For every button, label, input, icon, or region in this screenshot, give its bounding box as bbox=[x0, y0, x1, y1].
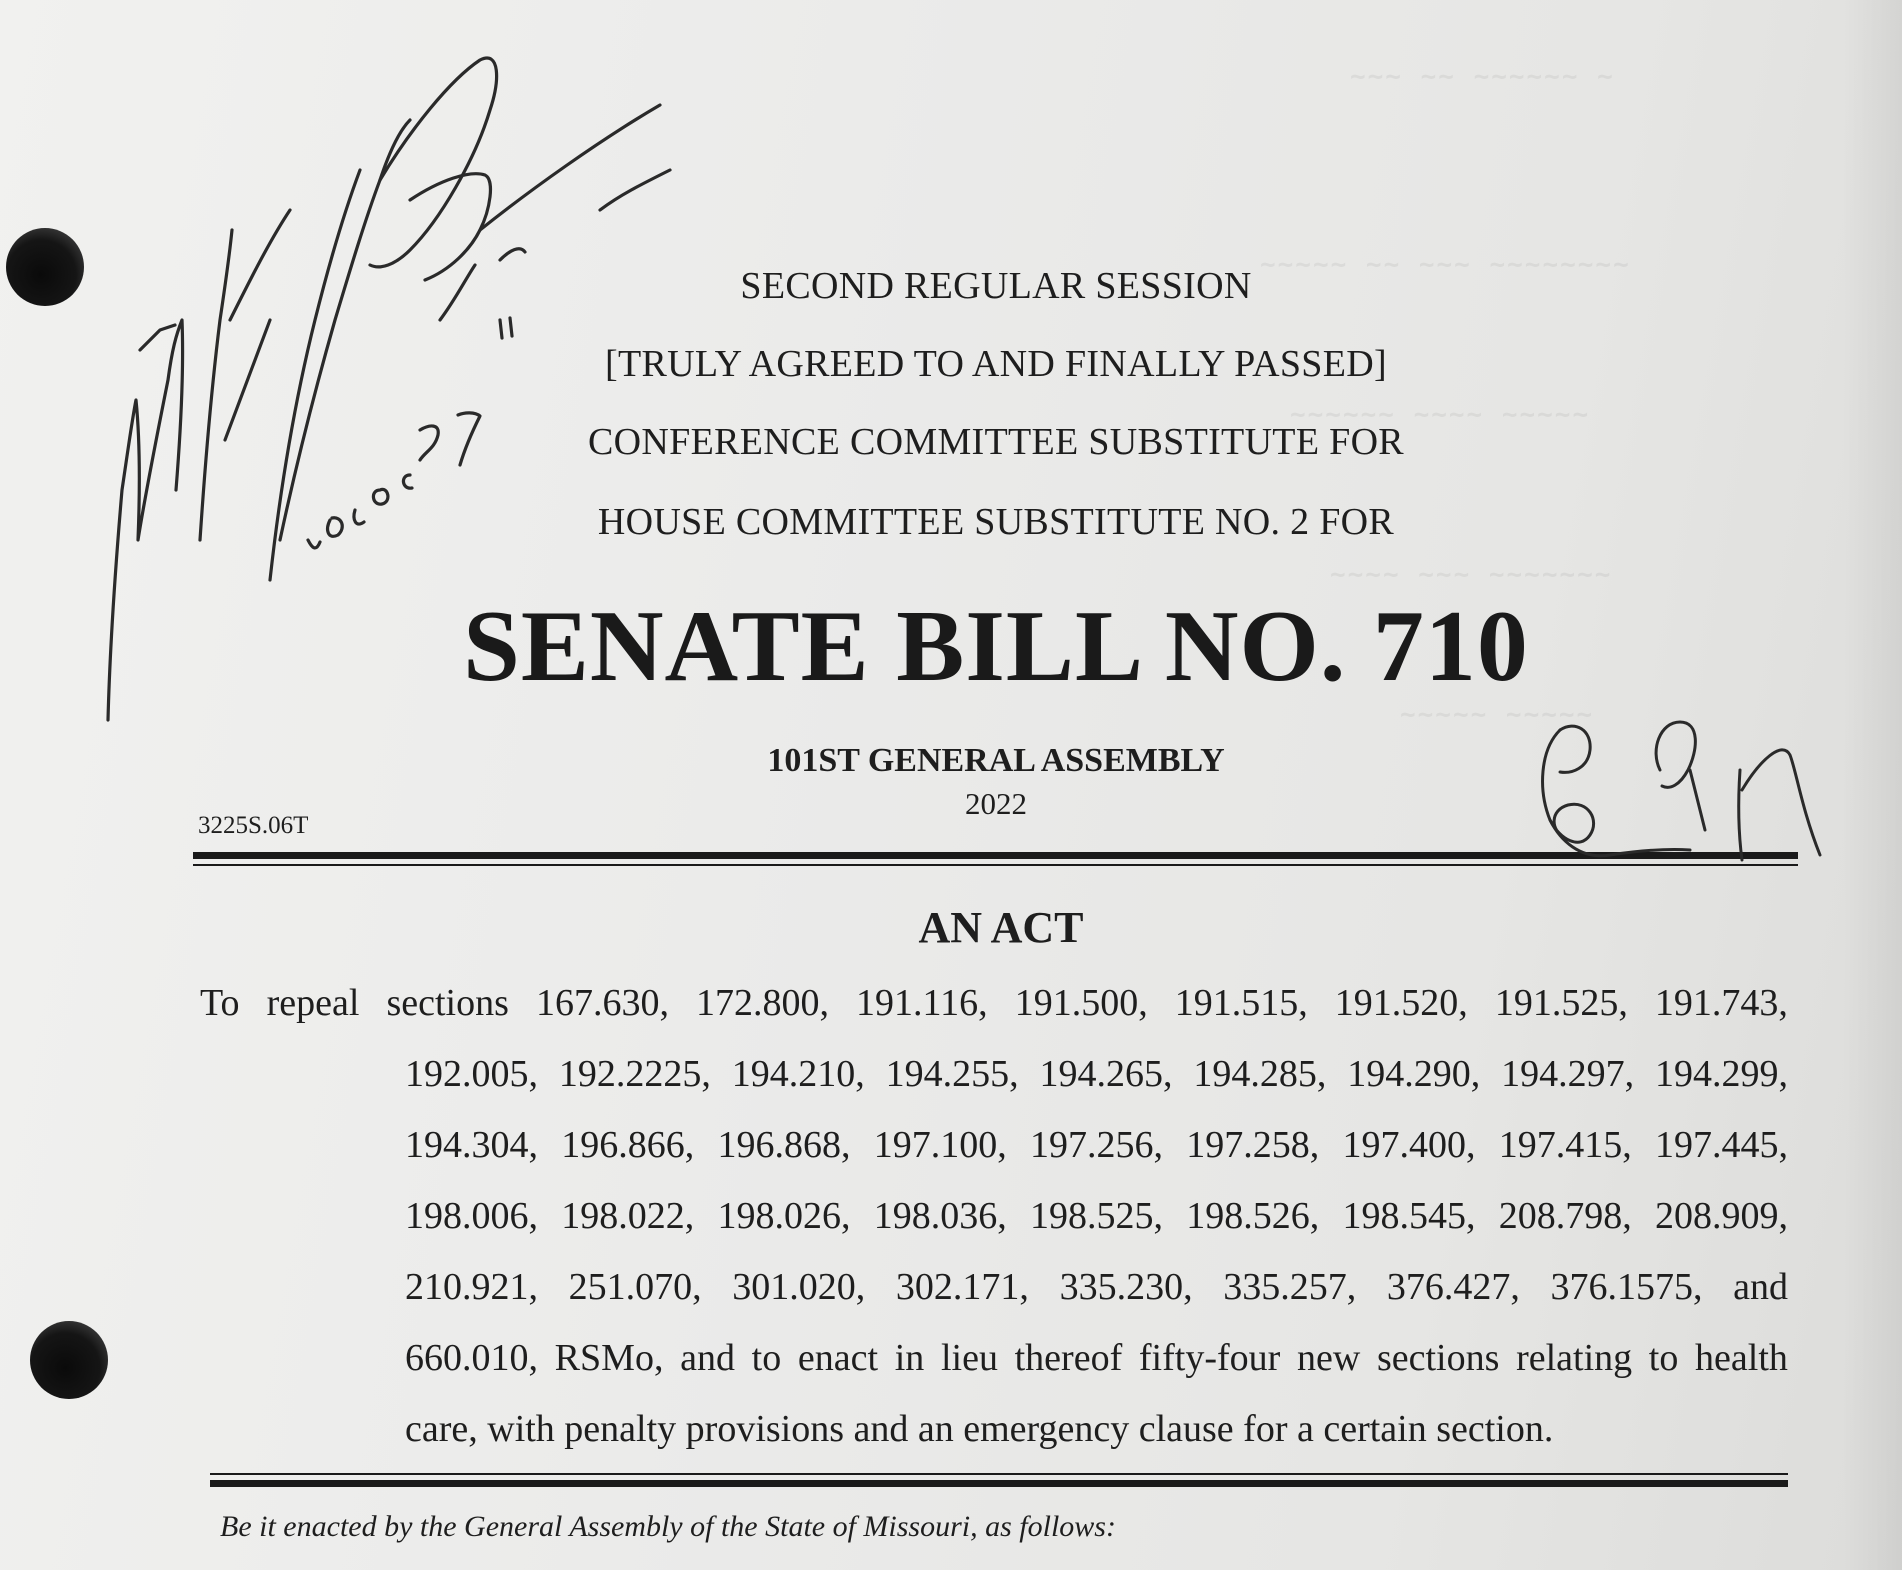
act-body bbox=[200, 968, 1788, 1465]
act-word: lieu bbox=[940, 1337, 998, 1379]
act-word: 194.290, bbox=[1347, 1053, 1481, 1095]
bleed-through-text: ~~~~ ~~~ ~~~~~~~ bbox=[1330, 560, 1613, 590]
act-word: 191.520, bbox=[1334, 982, 1468, 1024]
bleed-through-text: ~~~~~ ~~~~~ bbox=[1400, 700, 1595, 730]
act-word: 198.006, bbox=[405, 1195, 538, 1237]
act-word: 194.210, bbox=[731, 1053, 865, 1095]
act-word: sections bbox=[1376, 1337, 1500, 1379]
governor-signature bbox=[80, 20, 700, 740]
act-word: 197.256, bbox=[1030, 1124, 1163, 1166]
act-word: 198.525, bbox=[1030, 1195, 1163, 1237]
session-year: 2022 bbox=[965, 786, 1027, 821]
act-word: 198.026, bbox=[717, 1195, 851, 1237]
act-word: 194.304, bbox=[405, 1124, 538, 1166]
substitute-line-2: HOUSE COMMITTEE SUBSTITUTE NO. 2 FOR bbox=[597, 501, 1395, 543]
act-word: 191.515, bbox=[1174, 982, 1308, 1024]
act-word: 197.445, bbox=[1655, 1124, 1788, 1166]
act-word: 196.866, bbox=[561, 1124, 695, 1166]
act-line bbox=[200, 968, 1788, 1039]
status-line: [TRULY AGREED TO AND FINALLY PASSED] bbox=[605, 343, 1387, 385]
act-word: 194.297, bbox=[1501, 1053, 1635, 1095]
act-word: enact bbox=[797, 1337, 879, 1379]
act-word: 198.022, bbox=[561, 1195, 695, 1237]
act-line bbox=[200, 1252, 1788, 1323]
act-line: care, with penalty provisions and an emergency clause for a certain section. bbox=[405, 1408, 1554, 1450]
act-word: 197.100, bbox=[873, 1124, 1007, 1166]
act-word: 197.400, bbox=[1342, 1124, 1476, 1166]
initials-signature bbox=[1520, 710, 1840, 890]
substitute-line-1: CONFERENCE COMMITTEE SUBSTITUTE FOR bbox=[588, 421, 1404, 463]
lr-number: 3225S.06T bbox=[198, 812, 309, 839]
act-line bbox=[200, 1181, 1788, 1252]
act-word: 191.116, bbox=[856, 982, 988, 1024]
act-word: 302.171, bbox=[895, 1266, 1029, 1308]
act-word: 172.800, bbox=[696, 982, 829, 1024]
act-word: 194.285, bbox=[1193, 1053, 1327, 1095]
act-word: 301.020, bbox=[732, 1266, 866, 1308]
bill-title: SENATE BILL NO. 710 bbox=[463, 590, 1529, 703]
act-word: new bbox=[1296, 1337, 1361, 1379]
act-word: thereof bbox=[1014, 1337, 1123, 1379]
act-line bbox=[200, 1110, 1788, 1181]
act-word: 167.630, bbox=[535, 982, 669, 1024]
act-word: 192.2225, bbox=[558, 1053, 711, 1095]
act-word: in bbox=[894, 1337, 925, 1379]
act-word: 197.258, bbox=[1186, 1124, 1320, 1166]
footer-rule-thin bbox=[210, 1473, 1788, 1475]
act-word: 660.010, bbox=[405, 1337, 538, 1379]
session-line: SECOND REGULAR SESSION bbox=[740, 265, 1252, 307]
act-word: 194.265, bbox=[1039, 1053, 1173, 1095]
bleed-through-text: ~~~~~ ~~ ~~~ ~~~~~~~~ bbox=[1260, 250, 1631, 280]
act-word: 376.427, bbox=[1386, 1266, 1520, 1308]
act-heading: AN ACT bbox=[918, 903, 1084, 952]
act-word: and bbox=[1733, 1266, 1788, 1308]
act-word: RSMo, bbox=[554, 1337, 664, 1379]
act-word: 196.868, bbox=[717, 1124, 851, 1166]
act-word: 191.525, bbox=[1494, 982, 1628, 1024]
act-word: fifty-four bbox=[1138, 1337, 1281, 1379]
act-word: 197.415, bbox=[1498, 1124, 1632, 1166]
act-word: 210.921, bbox=[405, 1266, 538, 1308]
act-word: and bbox=[680, 1337, 735, 1379]
general-assembly: 101ST GENERAL ASSEMBLY bbox=[767, 742, 1225, 779]
act-word: 208.798, bbox=[1498, 1195, 1632, 1237]
act-word: 191.743, bbox=[1654, 982, 1788, 1024]
act-line bbox=[200, 1039, 1788, 1110]
act-word: 194.255, bbox=[885, 1053, 1019, 1095]
act-word: sections bbox=[386, 982, 509, 1024]
punch-hole bbox=[30, 1321, 108, 1399]
act-word: relating bbox=[1516, 1337, 1633, 1379]
act-word: 198.036, bbox=[873, 1195, 1007, 1237]
act-word: 194.299, bbox=[1655, 1053, 1788, 1095]
act-word: To bbox=[200, 982, 240, 1024]
act-word: 335.230, bbox=[1059, 1266, 1193, 1308]
act-word: 251.070, bbox=[568, 1266, 702, 1308]
bleed-through-text: ~~~~~~ ~~~~ ~~~~~ bbox=[1290, 400, 1591, 430]
act-word: health bbox=[1695, 1337, 1788, 1379]
act-word: 208.909, bbox=[1655, 1195, 1788, 1237]
act-word: 192.005, bbox=[405, 1053, 538, 1095]
act-word: to bbox=[751, 1337, 782, 1379]
act-line bbox=[200, 1323, 1788, 1394]
act-word: repeal bbox=[266, 982, 360, 1024]
act-word: 191.500, bbox=[1014, 982, 1148, 1024]
act-word: 198.545, bbox=[1342, 1195, 1476, 1237]
act-word: 198.526, bbox=[1186, 1195, 1320, 1237]
enacting-clause: Be it enacted by the General Assembly of the State of Missouri, as follows: bbox=[220, 1510, 1116, 1543]
act-word: to bbox=[1648, 1337, 1679, 1379]
footer-rule-thick bbox=[210, 1480, 1788, 1487]
act-word: 335.257, bbox=[1223, 1266, 1357, 1308]
act-word: 376.1575, bbox=[1550, 1266, 1703, 1308]
page-edge-shadow bbox=[1842, 0, 1902, 1570]
bleed-through-text: ~~~ ~~ ~~~~~~ ~ bbox=[1350, 62, 1615, 92]
